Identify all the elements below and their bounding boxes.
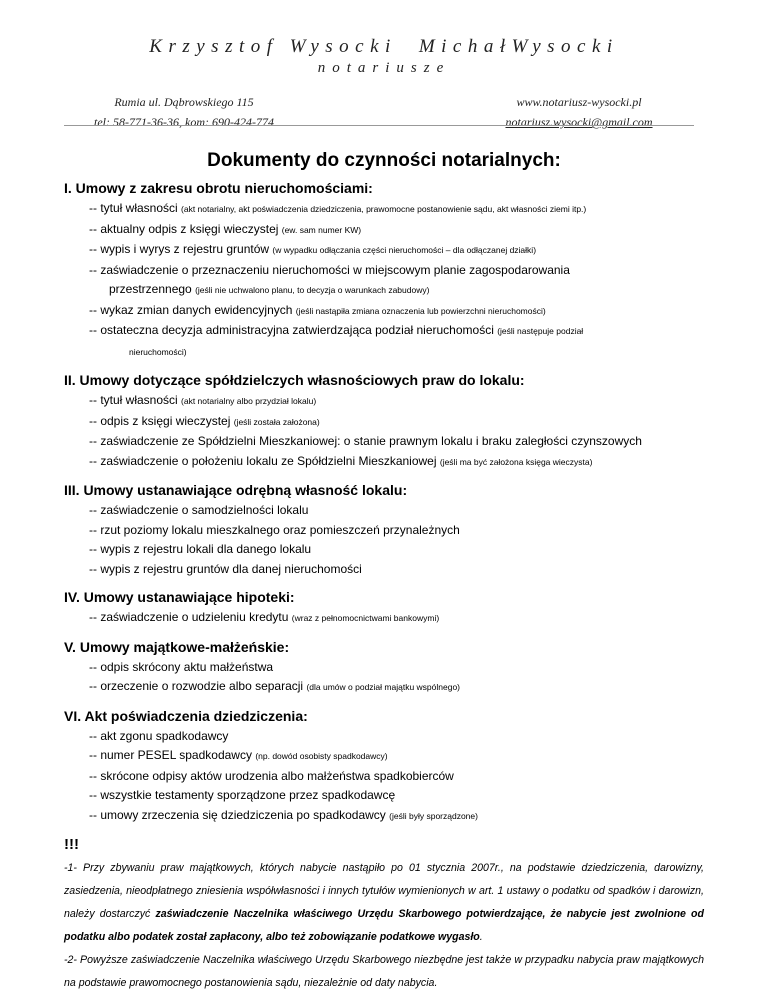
item-text: -- zaświadczenie o udzieleniu kredytu [89, 610, 289, 624]
list-item [89, 521, 704, 541]
notary-subtitle: notariusze [317, 60, 451, 76]
item-note: (np. dowód osobisty spadkodawcy) [255, 751, 388, 761]
list-item [89, 767, 704, 787]
item-note: (jeśli została założona) [233, 416, 320, 427]
item-note: nieruchomości) [129, 346, 187, 357]
item-note: (akt notarialny, akt poświadczenia dziedziczenia, prawomocne postanowienie sądu, akt własności ziemi itp.) [181, 204, 587, 214]
item-text: -- numer PESEL spadkodawcy [89, 748, 252, 762]
list-item [89, 806, 704, 827]
list-item [89, 342, 704, 363]
header-divider [64, 125, 694, 126]
sections-list [64, 178, 704, 826]
note-1 [64, 857, 704, 949]
list-item [89, 786, 704, 806]
phones: tel: 58-771-36-36, kom: 690-424-774 [94, 115, 274, 129]
warning-mark: !!! [64, 836, 79, 853]
list-item [89, 727, 704, 747]
item-text: przestrzennego [109, 282, 192, 296]
item-text [89, 344, 109, 358]
website-link[interactable]: www.notariusz-wysocki.pl [516, 95, 642, 109]
list-item [89, 540, 704, 560]
item-text: -- aktualny odpis z księgi wieczystej [89, 221, 279, 236]
list-item [89, 199, 704, 220]
section-title: VI. Akt poświadczenia dziedziczenia: [64, 707, 308, 724]
section-items [89, 501, 704, 579]
list-item [89, 301, 704, 322]
note-1-bold: zaświadczenie Naczelnika właściwego Urzędu Skarbowego potwierdzające, że nabycie jest zwolnione od podatku albo podatek został zapłacony, albo też zobowiązanie podatkowe wygasło [64, 908, 705, 943]
item-note: (ew. sam numer KW) [281, 224, 362, 235]
section-title: I. Umowy z zakresu obrotu nieruchomościami: [64, 180, 373, 196]
contact-left [64, 92, 304, 132]
item-text: -- wypis z rejestru gruntów dla danej nieruchomości [89, 561, 362, 576]
list-item [89, 220, 704, 241]
item-text: -- rzut poziomy lokalu mieszkalnego oraz pomieszczeń przynależnych [89, 522, 460, 537]
list-item [89, 432, 704, 452]
list-item [89, 321, 704, 342]
list-item [89, 261, 704, 281]
contact-right [464, 92, 694, 132]
item-text: -- tytuł własności [89, 201, 178, 215]
section-items [89, 199, 704, 362]
item-note: (wraz z pełnomocnictwami bankowymi) [291, 613, 440, 623]
item-text: -- umowy zrzeczenia się dziedziczenia po spadkodawcy [89, 807, 386, 822]
item-note: (dla umów o podział majątku wspólnego) [306, 682, 461, 692]
item-note: (jeśli były sporządzone) [389, 810, 478, 821]
item-text: -- zaświadczenie o przeznaczeniu nieruchomości w miejscowym planie zagospodarowania [89, 262, 570, 277]
notes [64, 857, 704, 995]
item-note: (jeśli następuje podział [497, 326, 584, 336]
item-text: -- tytuł własności [89, 393, 178, 407]
item-note: (jeśli ma być założona księga wieczysta) [439, 456, 593, 467]
notary-name-1: Krzysztof Wysocki [149, 36, 397, 57]
address: Rumia ul. Dąbrowskiego 115 [114, 95, 254, 109]
email-link[interactable]: notariusz.wysocki@gmail.com [505, 115, 653, 129]
list-item [89, 501, 704, 521]
list-item [89, 391, 704, 412]
item-note: (jeśli nastąpiła zmiana oznaczenia lub powierzchni nieruchomości) [295, 305, 546, 316]
item-text: -- odpis skrócony aktu małżeństwa [89, 659, 274, 674]
list-item [89, 608, 704, 629]
item-text: -- zaświadczenie o położeniu lokalu ze Spółdzielni Mieszkaniowej [89, 453, 437, 468]
list-item [89, 240, 704, 261]
list-item [89, 412, 704, 433]
section-title: V. Umowy majątkowe-małżeńskie: [64, 638, 290, 655]
notary-name-2: MichałWysocki [418, 36, 619, 57]
section-items [89, 608, 704, 629]
list-item [89, 677, 704, 698]
section-items [89, 391, 704, 472]
item-note: (akt notarialny albo przydział lokalu) [181, 396, 317, 406]
note-1-text: -1- Przy zbywaniu praw majątkowych, których nabycie nastąpiło po 01 stycznia 2007r., na podstawie dziedziczenia, darowizny, zasiedzenia, nieodpłatnego zniesienia współwłasności i innych tytułów wymienionych w art. 1 ustawy o podatku od spadków i darowizn, należy dostarczyć [64, 862, 704, 920]
section-title: III. Umowy ustanawiające odrębną własność lokalu: [64, 482, 408, 498]
item-text: -- wykaz zmian danych ewidencyjnych [89, 302, 293, 317]
section-title: II. Umowy dotyczące spółdzielczych własnościowych praw do lokalu: [64, 372, 525, 388]
item-note: (w wypadku odłączania części nieruchomości – dla odłączanej działki) [272, 245, 537, 255]
item-note: (jeśli nie uchwalono planu, to decyzja o warunkach zabudowy) [195, 285, 430, 295]
section-title: IV. Umowy ustanawiające hipoteki: [64, 589, 295, 605]
document-content [64, 178, 704, 995]
item-text: -- akt zgonu spadkodawcy [89, 728, 229, 743]
notary-names [0, 36, 768, 58]
item-text: -- skrócone odpisy aktów urodzenia albo małżeństwa spadkobierców [89, 768, 454, 783]
list-item [89, 280, 704, 301]
page-title: Dokumenty do czynności notarialnych: [207, 150, 561, 171]
list-item [89, 658, 704, 678]
item-text: -- wypis i wyrys z rejestru gruntów [89, 242, 270, 256]
list-item [89, 560, 704, 580]
item-text: -- odpis z księgi wieczystej [89, 413, 231, 428]
note-1-end: . [479, 931, 483, 943]
item-text: -- zaświadczenie ze Spółdzielni Mieszkaniowej: o stanie prawnym lokalu i braku zaległości czynszowych [89, 434, 642, 448]
item-text: -- ostateczna decyzja administracyjna zatwierdzająca podział nieruchomości [89, 323, 494, 337]
item-text: -- zaświadczenie o samodzielności lokalu [89, 503, 309, 517]
list-item [89, 452, 704, 473]
item-text: -- orzeczenie o rozwodzie albo separacji [89, 679, 304, 693]
note-2: -2- Powyższe zaświadczenie Naczelnika właściwego Urzędu Skarbowego niezbędne jest także w przypadku nabycia praw majątkowych na podstawie prawomocnego postanowienia sądu, niezależnie od daty nabycia. [64, 954, 704, 989]
section-items [89, 727, 704, 827]
section-items [89, 658, 704, 698]
list-item [89, 746, 704, 767]
item-text: -- wypis z rejestru lokali dla danego lokalu [89, 542, 312, 556]
item-text: -- wszystkie testamenty sporządzone przez spadkodawcę [89, 788, 396, 802]
